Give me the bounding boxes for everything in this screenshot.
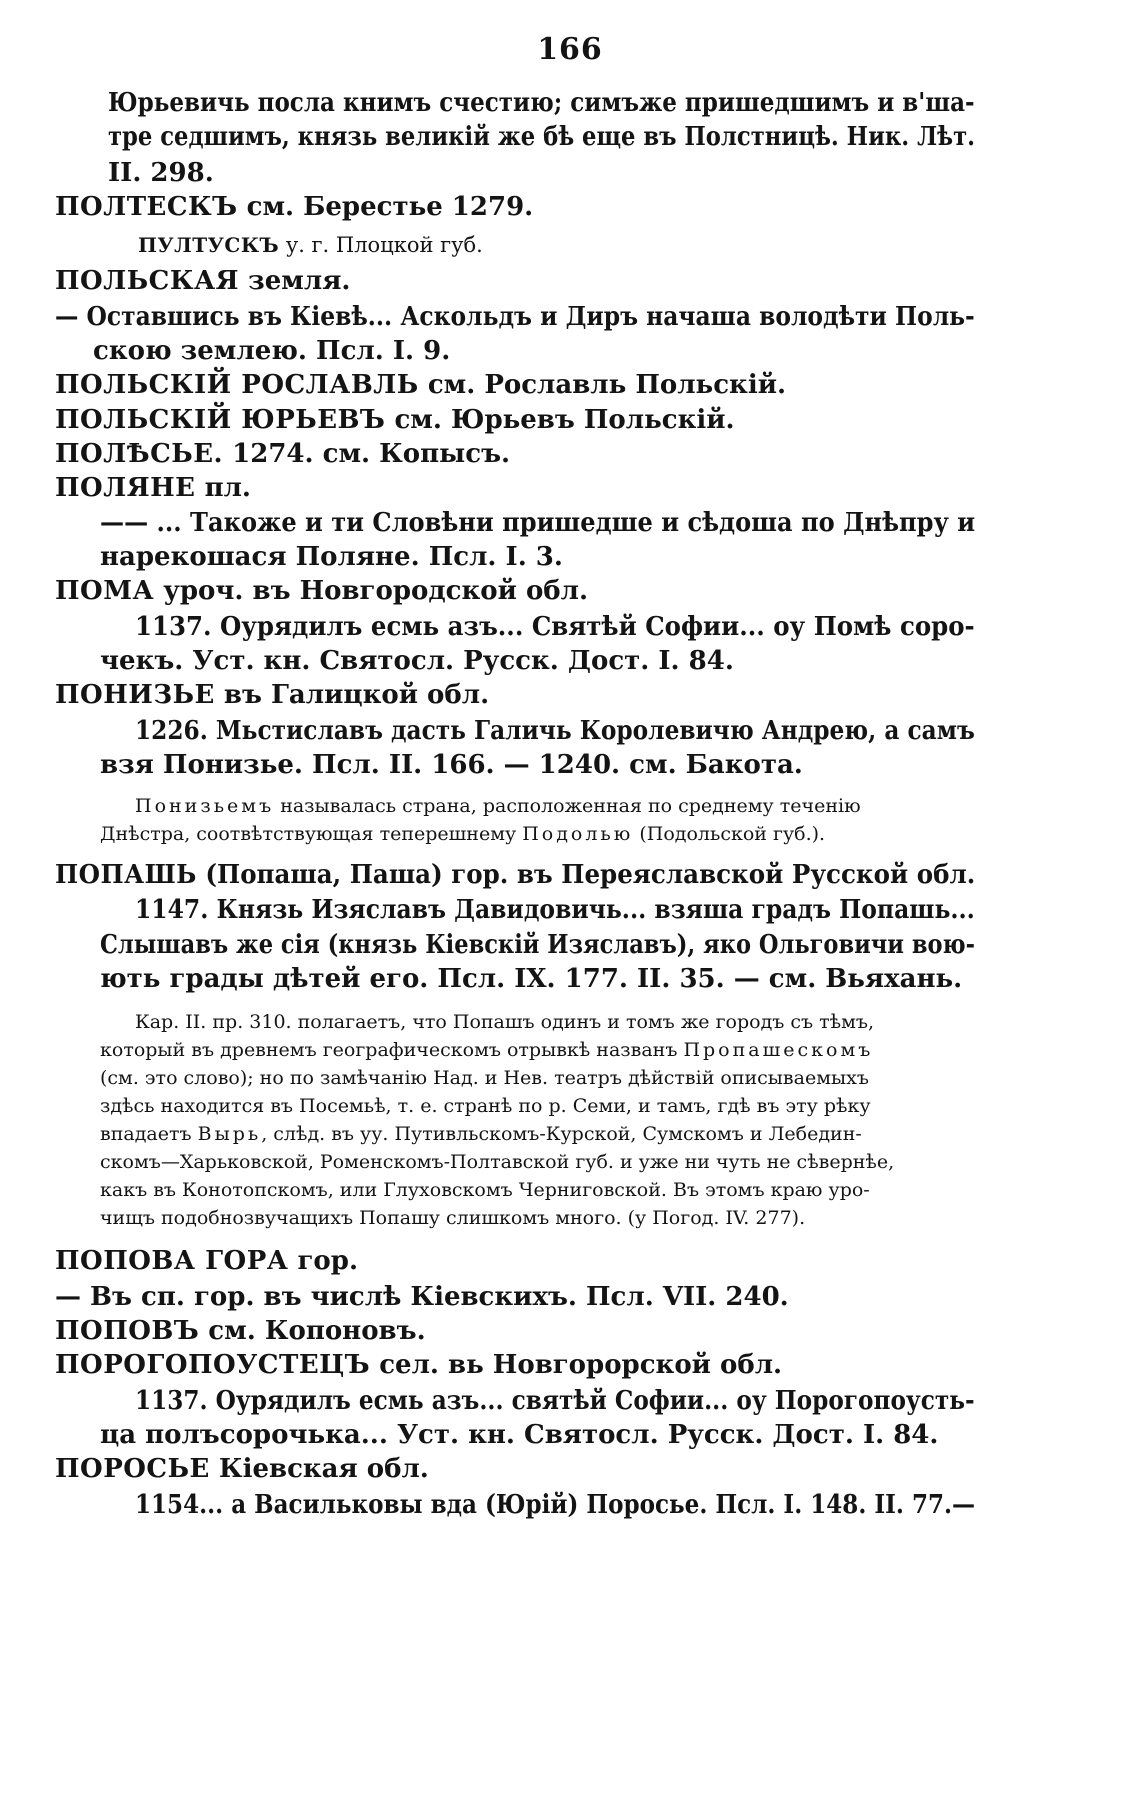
headword: ПОЛТЕСКЪ [55, 192, 238, 222]
entry-line: ПОЛѢСЬЕ. 1274. см. Копысъ. [55, 439, 511, 469]
entry-line: ПУЛТУСКЪ у. г. Плоцкой губ. [138, 233, 483, 257]
text-line: 1226. Мьстиславъ дасть Галичь Королевичю Андрею, а самъ [135, 716, 975, 746]
text-line: — Въ сп. гор. въ числѣ Кіевскихъ. Псл. VII. 240. [55, 1282, 789, 1312]
note-line: здѣсь находится въ Посемьѣ, т. е. странѣ по р. Семи, и тамъ, гдѣ въ эту рѣку [100, 1095, 871, 1117]
entry-line: ПОЛЬСКІЙ ЮРЬЕВЪ см. Юрьевъ Польскій. [55, 405, 735, 435]
headword: ПОРОГОПОУСТЕЦЪ [55, 1350, 371, 1380]
entry-line: ПОПОВА ГОРА гор. [55, 1246, 358, 1276]
headword: ПОЛЬСКІЙ РОСЛАВЛЬ [55, 370, 419, 400]
text-line: — Оставшись въ Кіевѣ... Аскольдъ и Диръ начаша володѣти Поль- [55, 302, 975, 332]
text-line: скою землею. Псл. І. 9. [93, 336, 451, 366]
entry-line: ПОНИЗЬЕ въ Галицкой обл. [55, 680, 490, 710]
note-line: Понизьемъ называлась страна, расположенная по среднему теченію [135, 795, 861, 817]
note-line: Днѣстра, соотвѣтствующая теперешнему Подолью (Подольской губ.). [100, 823, 826, 845]
note-line: скомъ—Харьковской, Роменскомъ-Полтавской губ. и уже ни чуть не сѣвернѣе, [100, 1151, 895, 1173]
text-line: нарекошася Поляне. Псл. І. 3. [100, 542, 563, 572]
entry-line: ПОЛЬСКІЙ РОСЛАВЛЬ см. Рославль Польскій. [55, 370, 787, 400]
entry-line: ПОПАШЬ (Попаша, Паша) гор. въ Переяславской Русской обл. [55, 860, 976, 890]
text-line: II. 298. [108, 158, 214, 188]
note-line: какъ въ Конотопскомъ, или Глуховскомъ Черниговской. Въ этомъ краю уро- [100, 1179, 870, 1201]
text-line: тре седшимъ, князь великій же бѣ еще въ Полстницѣ. Ник. Лѣт. [108, 122, 976, 152]
entry-line: ПОРОСЬЕ Кіевская обл. [55, 1454, 429, 1484]
entry-line: ПОМА уроч. въ Новгородской обл. [55, 576, 589, 606]
headword: ПОЛЬСКІЙ ЮРЬЕВЪ [55, 405, 386, 435]
text-line: 1154... а Васильковы вда (Юрій) Поросье. Псл. І. 148. II. 77.— [135, 1490, 976, 1520]
headword: ПУЛТУСКЪ [138, 233, 280, 257]
entry-line: ПОЛЬСКАЯ земля. [55, 266, 351, 296]
text-line: 1137. Оурядилъ есмь азъ... Святѣй Софии... оу Помѣ соро- [135, 612, 975, 642]
headword: ПОНИЗЬЕ [55, 680, 215, 710]
entry-line: ПОЛЯНЕ пл. [55, 473, 251, 503]
text-line: чекъ. Уст. кн. Святосл. Русск. Дост. І. 84. [100, 646, 734, 676]
text-line: ють грады дѣтей его. Псл. IX. 177. II. 35. — см. Вьяхань. [100, 964, 963, 994]
text-line: 1137. Оурядилъ есмь азъ... святѣй Софии... оу Порогопоусть- [135, 1386, 975, 1416]
headword: ПОПОВА ГОРА [55, 1246, 289, 1276]
headword: ПОЛЯНЕ [55, 473, 196, 503]
text-line: Юрьевичь посла книмъ счестию; симъже пришедшимъ и в'ша- [108, 88, 975, 118]
headword: ПОЛЬСКАЯ [55, 266, 240, 296]
note-line: который въ древнемъ географическомъ отрывкѣ названъ Пропашескомъ [100, 1039, 874, 1061]
headword: ПОМА [55, 576, 155, 606]
text-line: ца полъсорочька... Уст. кн. Святосл. Русск. Дост. І. 84. [100, 1420, 939, 1450]
text-line: Слышавъ же сія (князь Кіевскій Изяславъ), яко Ольговичи вою- [100, 930, 975, 960]
headword: ПОПОВЪ [55, 1316, 200, 1346]
headword: ПОЛѢСЬЕ. [55, 439, 224, 469]
text-line: взя Понизье. Псл. II. 166. — 1240. см. Бакота. [100, 750, 803, 780]
headword: ПОРОСЬЕ [55, 1454, 210, 1484]
note-line: Кар. II. пр. 310. полагаетъ, что Попашъ одинъ и томъ же городъ съ тѣмъ, [135, 1011, 875, 1033]
text-line: 1147. Князь Изяславъ Давидовичь... взяша градъ Попашь... [135, 895, 975, 925]
page-number: 166 [537, 32, 603, 67]
note-line: (см. это слово); но по замѣчанію Над. и Нев. театръ дѣйствій описываемыхъ [100, 1067, 869, 1089]
entry-line: ПОПОВЪ см. Копоновъ. [55, 1316, 426, 1346]
text-line: —— ... Такоже и ти Словѣни пришедше и сѣдоша по Днѣпру и [100, 508, 976, 538]
note-line: впадаетъ Вырь, слѣд. въ уу. Путивльскомъ-Курской, Сумскомъ и Лебедин- [100, 1123, 862, 1145]
headword: ПОПАШЬ [55, 860, 197, 890]
entry-line: ПОРОГОПОУСТЕЦЪ сел. вь Новгорорской обл. [55, 1350, 783, 1380]
entry-line: ПОЛТЕСКЪ см. Берестье 1279. [55, 192, 534, 222]
note-line: чищъ подобнозвучащихъ Попашу слишкомъ много. (у Погод. IV. 277). [100, 1207, 806, 1229]
